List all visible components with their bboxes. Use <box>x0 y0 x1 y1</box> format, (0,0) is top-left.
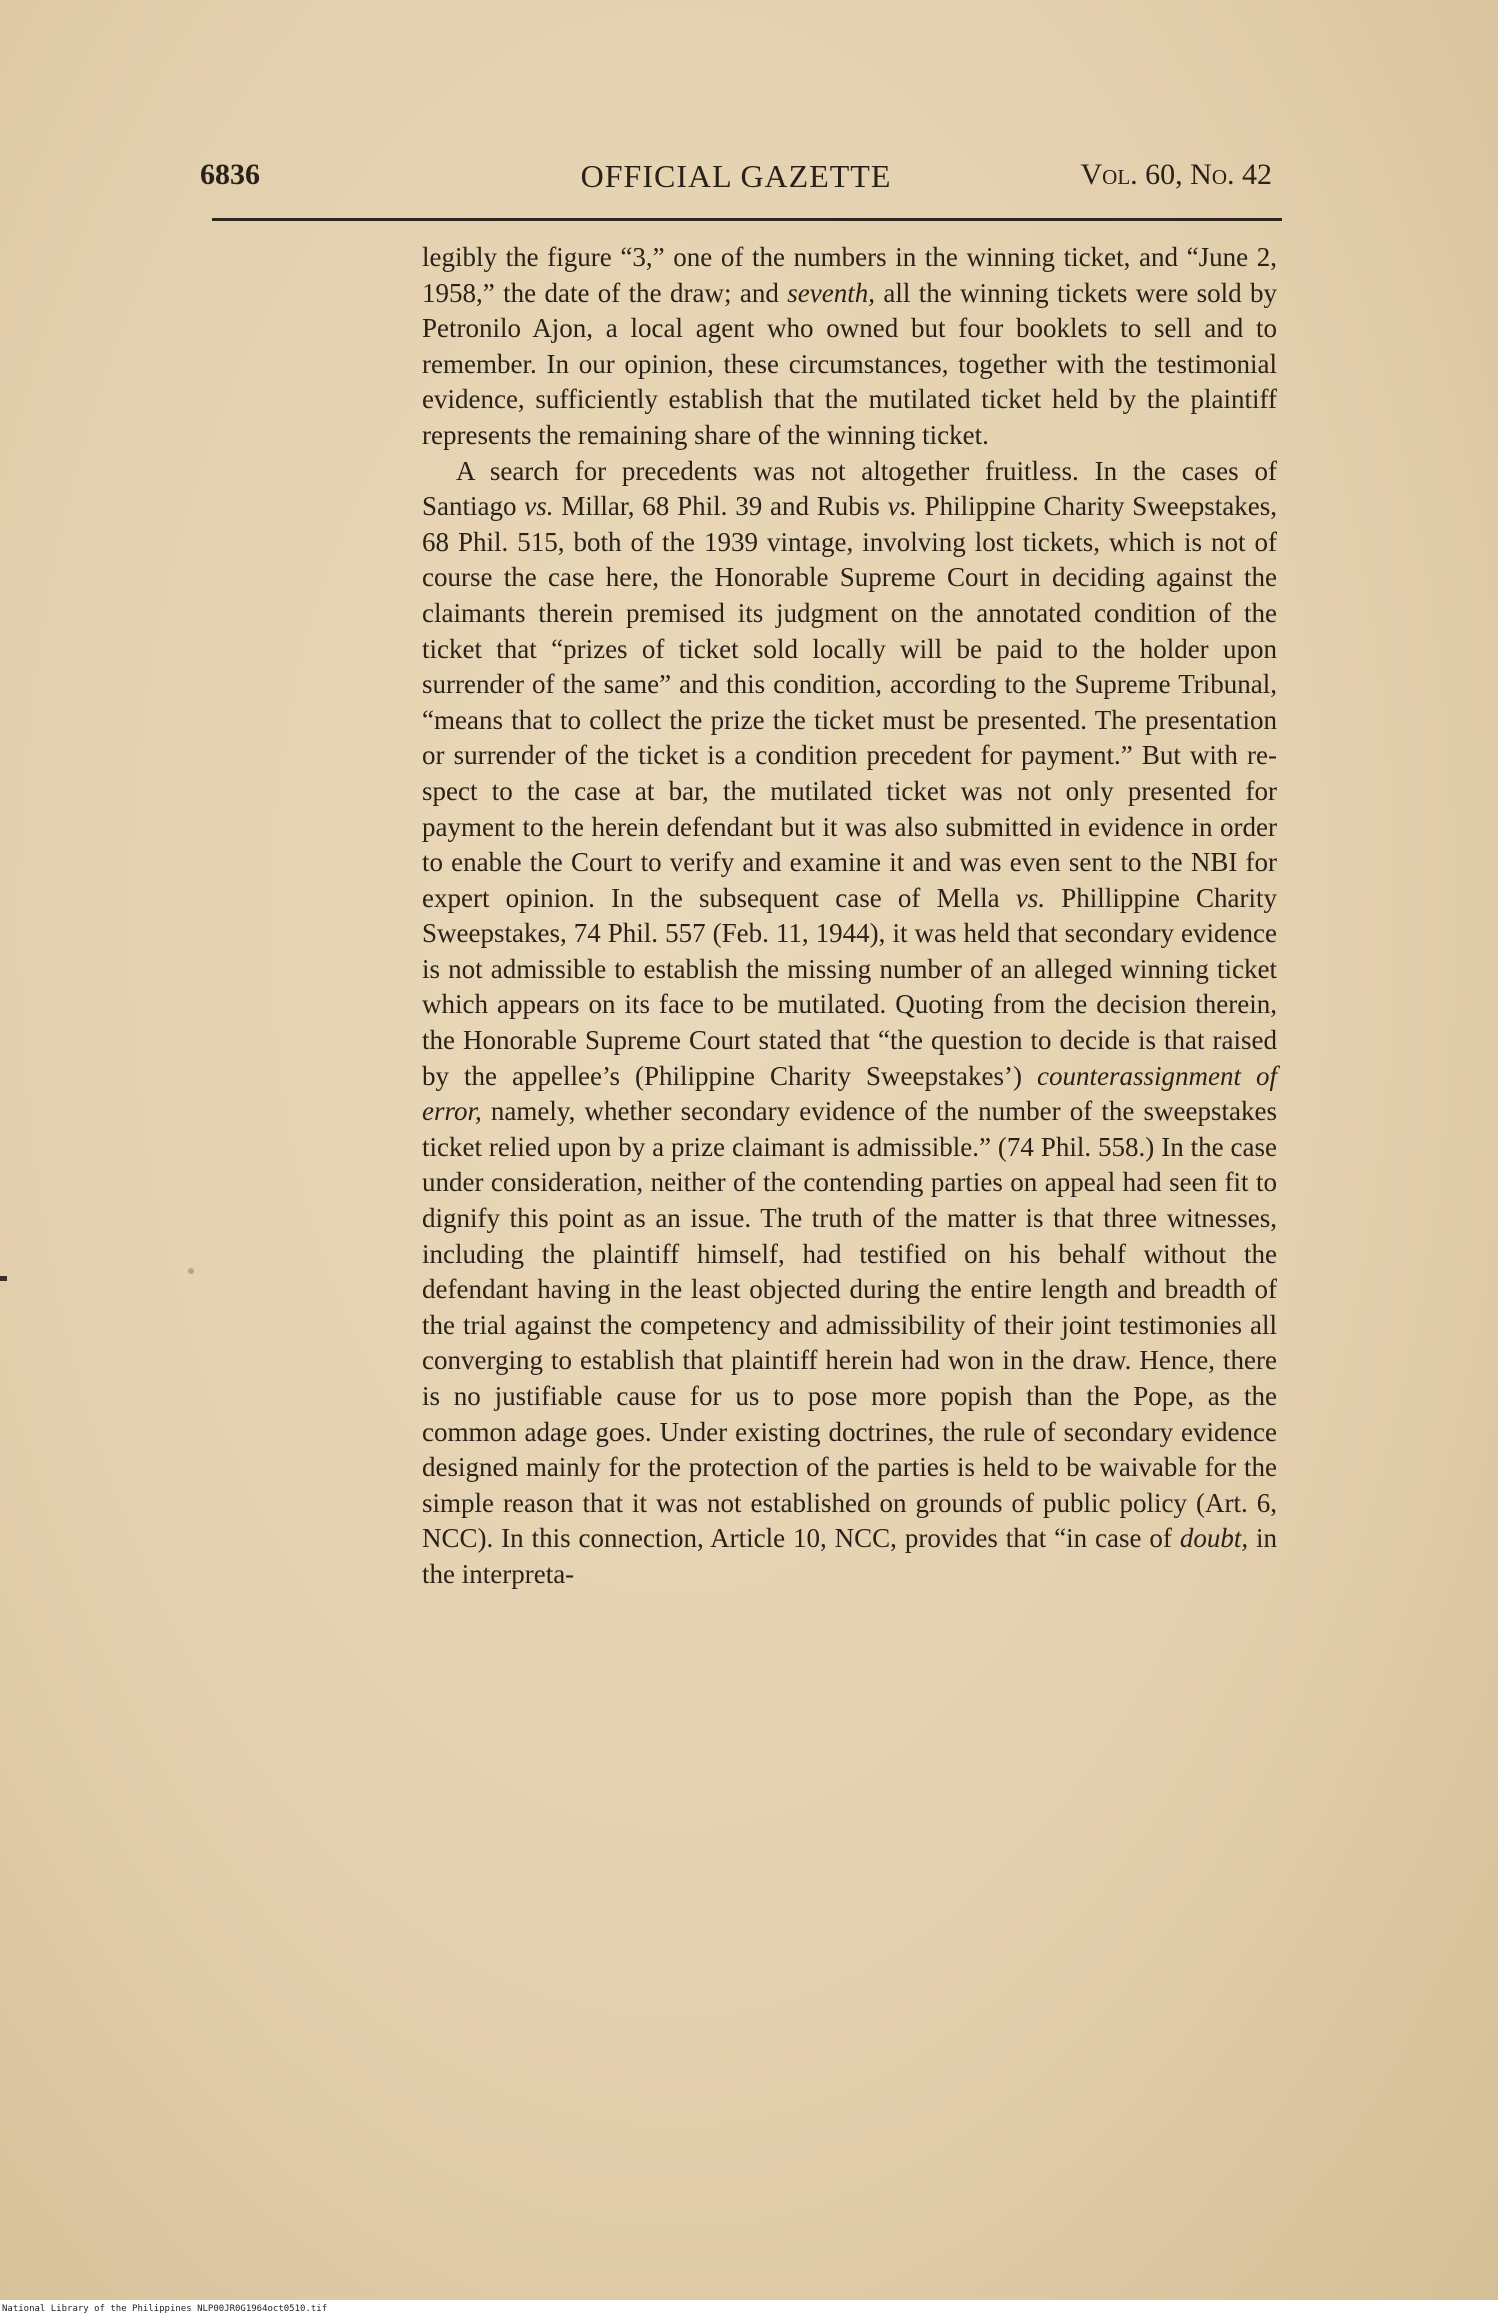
page-number: 6836 <box>200 158 260 191</box>
italic-run: vs. <box>1015 882 1046 913</box>
volume-issue: Vol. 60, No. 42 <box>1080 158 1272 191</box>
italic-run: vs. <box>887 491 917 522</box>
publication-title: OFFICIAL GAZETTE <box>580 158 892 194</box>
text-run: all the winning tickets were sold by Petronilo Ajon, a local agent who owned but four booklets to sell and to remember. In our opinion, these circumstances, together with the testimonial evidence, sufficiently establish that the mutilated ticket held by the plaintiff represents the remaining share of the winning ticket. <box>422 277 1278 450</box>
paragraph-continued <box>422 240 1277 454</box>
text-run: in the interpreta- <box>422 1523 1277 1589</box>
margin-mark <box>0 1276 7 1281</box>
running-head <box>200 158 1272 198</box>
paragraph-precedents <box>422 454 1277 1593</box>
body-text <box>422 240 1277 1593</box>
paper-speck <box>188 1268 194 1274</box>
text-run: legibly the figure “3,” one of the numbers in the winning ticket, and “June 2, 1958,” the date of the draw; and <box>422 242 1277 308</box>
text-run: A search for precedents was not altogether fruitless. In the cases of Santiago <box>422 455 1277 522</box>
italic-run: counterassignment of error, <box>422 1060 1277 1127</box>
scan-footer <box>0 2300 1498 2321</box>
header-rule <box>212 218 1282 221</box>
scan-label: National Library of the Philippines NLP00JR0G1964oct0510.tif <box>2 2304 328 2314</box>
text-run: Phillippine Charity Sweepstakes, 74 Phil. 557 (Feb. 11, 1944), it was held that secondary evidence is not admissible to establish the missing number of an alleged winning ticket which appears on its face to be mutilated. Quoting from the decision therein, the Honorable Supreme Court stated that “the question to decide is that raised by the appellee’s (Philippine Charity Sweepstakes’) <box>422 882 1278 1091</box>
italic-run: doubt, <box>1179 1523 1249 1554</box>
italic-run: vs. <box>524 491 554 522</box>
text-run: namely, whether secondary evidence of the number of the sweepstakes ticket relied upon by a prize claimant is admissible.” (74 Phil. 558.) In the case under consideration, neither of the contending parties on appeal had seen fit to dignify this point as an issue. The truth of the matter is that three witnesses, including the plaintiff himself, had testified on his behalf without the defendant having in the least objected during the entire length and breadth of the trial against the competency and admissibility of their joint testimonies all converging to establish that plaintiff herein had won in the draw. Hence, there is no justifiable cause for us to pose more popish than the Pope, as the common adage goes. Under existing doctrines, the rule of secondary evidence designed mainly for the protection of the parties is held to be waivable for the simple reason that it was not established on grounds of public policy (Art. 6, NCC). In this connection, Article 10, NCC, provides that “in case of <box>422 1096 1277 1554</box>
text-run: Philippine Charity Sweepstakes, 68 Phil. 515, both of the 1939 vintage, involving lost tickets, which is not of course the case here, the Honorable Supreme Court in deciding against the claimants therein premised its judgment on the annotated condition of the ticket that “prizes of ticket sold locally will be paid to the holder upon surrender of the same” and this condition, according to the Supreme Tribunal, “means that to collect the prize the ticket must be presented. The presentation or surrender of the ticket is a condition precedent for payment.” But with respect to the case at bar, the mutilated ticket was not only presented for payment to the herein defendant but it was also submitted in evidence in order to enable the Court to verify and examine it and was even sent to the NBI for expert opinion. In the subsequent case of Mella <box>422 491 1277 913</box>
italic-run: seventh, <box>787 277 875 308</box>
text-run: Millar, 68 Phil. 39 and Rubis <box>553 491 888 522</box>
